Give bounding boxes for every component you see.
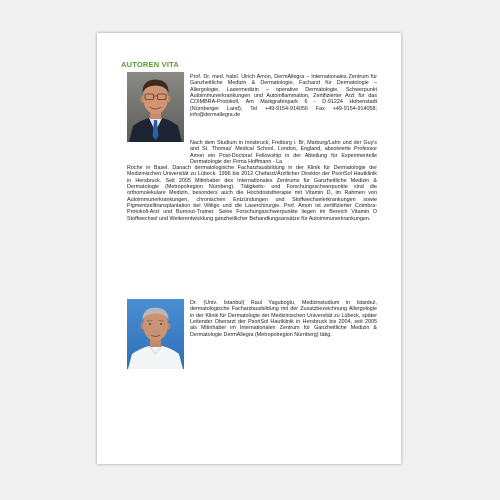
- author-photo-yaguboglu: [127, 299, 184, 369]
- bio-amon-career-part1: Nach dem Studium in Innsbruck, Freiburg i. Br, Marburg/Lahn und der Guy's and St. Thomas' Medical School, London, England, absolvierte Professor Amon ein Post-Doctoral Fellowship in der Abteilung für Experimentelle Dermatologie der Firma Hoffmann - La: [190, 140, 377, 166]
- bio-amon-career-part2: Roche in Basel. Danach dermatologische Facharztausbildung in der Klinik für Dermatologie der Medizinischen Universität zu Lübeck. 1996 bis 2012 Chefarzt/Ärztlicher Direktor der PsoriSol Hautklinik in Hersbruck. Seit 2005 Mitinhaber des Internationales Zentrums für Ganzheitliche Medizin & Dermatologie (Metropolregion Nürnberg). Tätigkeits- und Forschungsschwerpunkte sind die orthomolekulare Medizin, besonders auch die Hochdosistherapie mit Vitamin D, im Rahmen von Autoimmunerkrankungen, chronischen Entzündungen und Stoffwechselerkrankungen sowie Pigmentzelltransplantation bei Vitiligo und die Laserchirurgie. Prof. Amon ist zertifizierter Coimbra-Protokoll-Arzt und Burnout-Trainer. Seine Forschungsschwerpunkte liegen im Bereich Vitamin D Stoffwechsel und Weiterentwicklung ganzheitlicher Behandlungsansätze für Autoimmunerkrankungen.: [127, 165, 377, 222]
- author-photo-amon: [127, 72, 184, 142]
- bio-yaguboglu: Dr. (Univ. Istanbul) Raul Yaguboglu, Medizinstudium in Istanbul, dermatologische Facharztausbildung mit der Zusatzbezeichnung Allergologie in der Klinik für Dermatologie der Medizinischen Universität zu Lübeck, später Leitender Oberarzt der PsoriSol Hautklinik in Hersbruck bis 2004, seit 2005 als Mitinhaber im Internationalen Zentrum für Ganzheitliche Medizin & Dermatologie DermAllegra (Metropolregion Nürnberg) tätig.: [190, 300, 377, 338]
- document-page: [97, 33, 401, 464]
- bio-amon-intro: Prof. Dr. med. habil. Ulrich Amon, DermAllegra – Internationales Zentrum für Ganzheitliche Medizin & Dermatologie, Facharzt für Dermatologie – Allergologie, Lasermedizin – operative Dermatologie, Schwerpunkt Autoimmunerkrankungen und Autoinflammation, Zertifizierter Arzt für das COIMBRA-Protokoll, Am Markgrafenpark 6 - D-91224 Hohenstadt (Nürnberger Land), Tel +49-9154-914056 Fax +49-9154-914058; info@dermallegra.de: [190, 74, 377, 119]
- section-title: AUTOREN VITA: [121, 60, 179, 69]
